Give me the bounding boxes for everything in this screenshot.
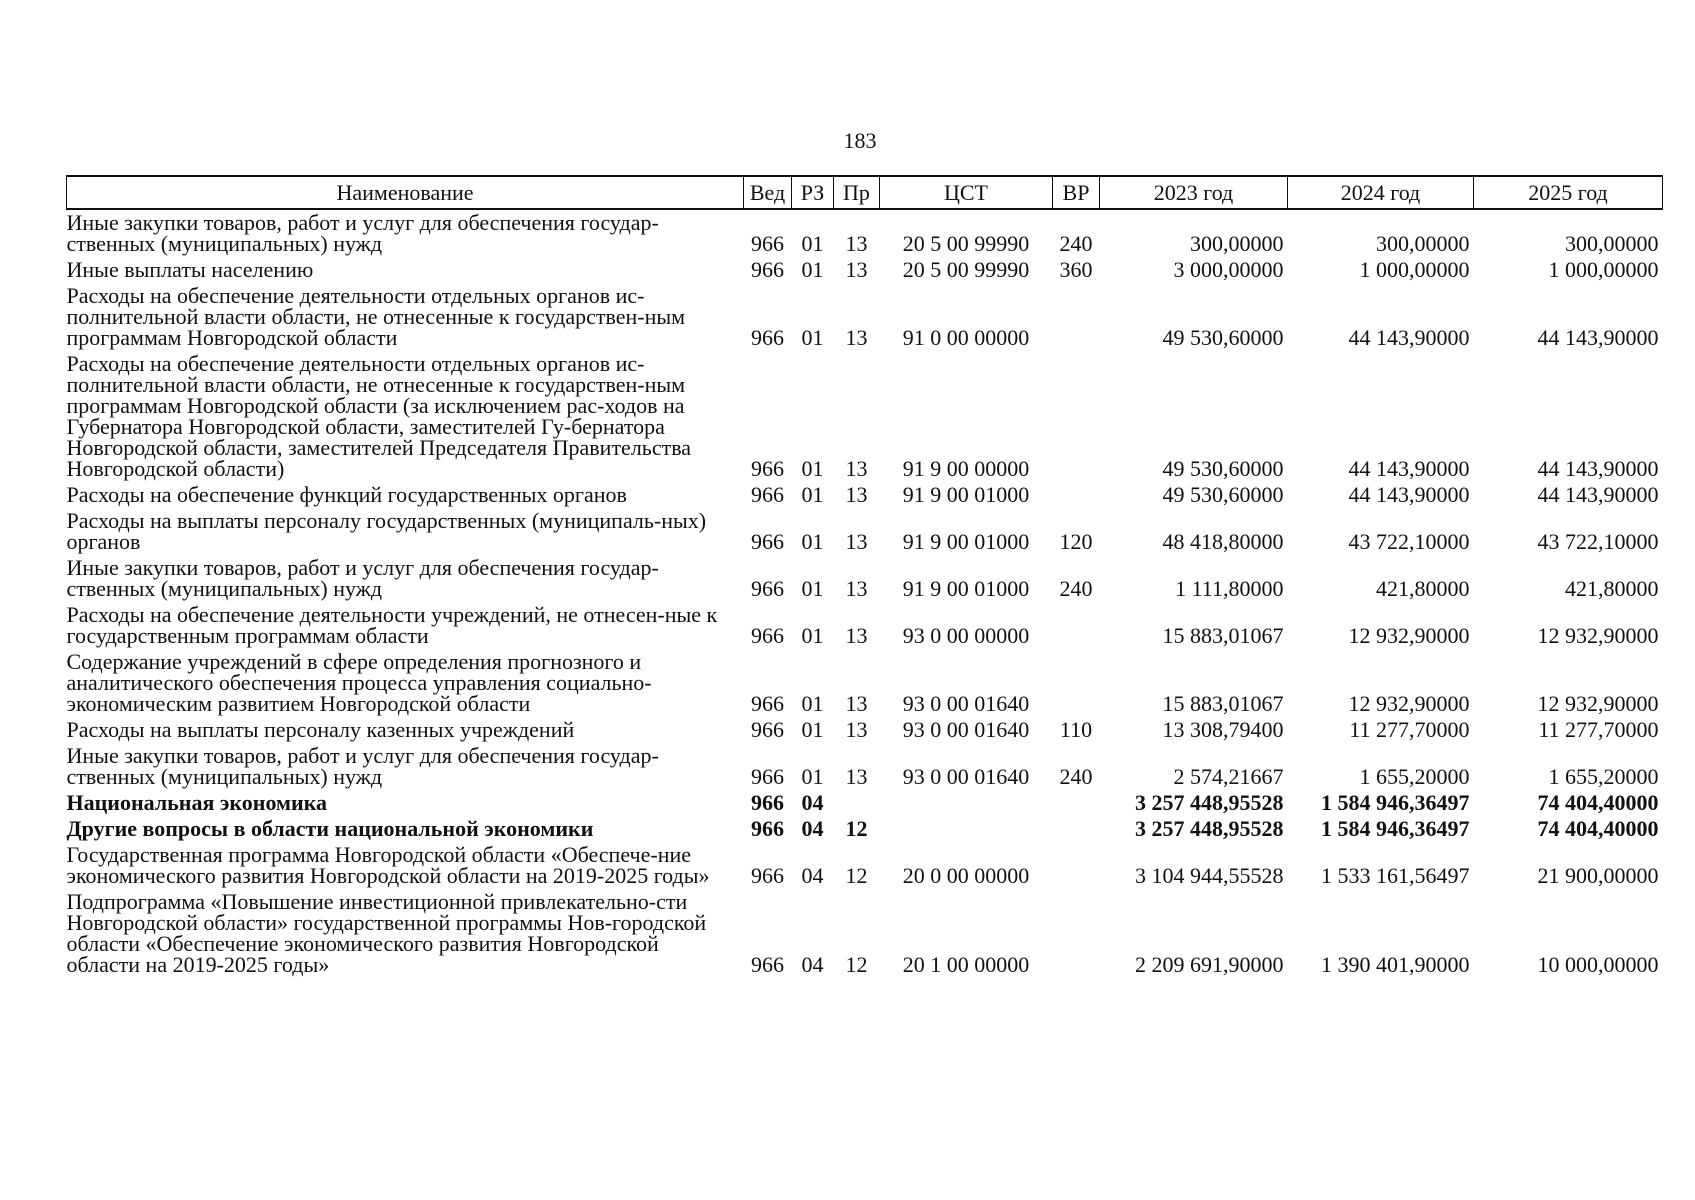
header-ved: Вед (744, 176, 792, 209)
header-2023: 2023 год (1100, 176, 1288, 209)
row-cst: 20 1 00 00000 (902, 952, 1030, 977)
row-vr (1053, 842, 1100, 889)
row-rz: 04 (801, 816, 824, 841)
row-name: Расходы на обеспечение деятельности отдельных органов ис-полнительной власти области, не отнесенные к государствен-ным программам Новгородской области (66, 283, 686, 350)
table-row (67, 649, 1663, 717)
row-cst: 91 0 00 00000 (902, 325, 1030, 350)
budget-table (66, 175, 1663, 978)
row-amount-2025: 74 404,40000 (1537, 816, 1659, 841)
row-amount-2025: 12 932,90000 (1537, 623, 1659, 648)
table-row (67, 842, 1663, 889)
row-amount-2025: 300,00000 (1565, 231, 1659, 256)
row-amount-2025: 44 143,90000 (1537, 456, 1659, 481)
row-rz: 01 (801, 456, 824, 481)
row-amount-2024: 1 390 401,90000 (1321, 952, 1470, 977)
row-amount-2023: 3 257 448,95528 (1135, 790, 1284, 815)
row-rz: 01 (801, 325, 824, 350)
row-amount-2023: 3 257 448,95528 (1135, 816, 1284, 841)
row-name: Расходы на обеспечение деятельности отдельных органов ис-полнительной власти области, не отнесенные к государствен-ным программам Новгородской области (за исключением рас-ходов на Губернатора Новгородской области, заместителей Гу-бернатора Новгородской области, заместителей Председателя Правительства Новгородской области) (66, 351, 692, 481)
row-rz: 01 (801, 529, 824, 554)
table-row (67, 555, 1663, 602)
row-pr: 12 (845, 863, 868, 888)
table-row (67, 351, 1663, 482)
row-amount-2024: 43 722,10000 (1348, 529, 1470, 554)
row-name: Иные закупки товаров, работ и услуг для обеспечения государ-ственных (муниципальных) нужд (66, 743, 659, 789)
row-vr: 360 (1059, 257, 1093, 282)
table-row (67, 790, 1663, 816)
row-cst: 93 0 00 00000 (902, 623, 1030, 648)
row-amount-2025: 44 143,90000 (1537, 482, 1659, 507)
row-amount-2023: 300,00000 (1190, 231, 1284, 256)
row-name: Расходы на выплаты персоналу государственных (муниципаль-ных) органов (66, 508, 707, 554)
row-ved: 966 (751, 717, 784, 742)
table-row (67, 257, 1663, 283)
row-amount-2023: 49 530,60000 (1162, 456, 1284, 481)
row-cst: 20 5 00 99990 (902, 231, 1030, 256)
budget-table-container (66, 175, 1662, 978)
row-ved: 966 (751, 863, 784, 888)
row-pr: 12 (845, 816, 868, 841)
header-pr: Пр (834, 176, 880, 209)
row-name: Иные закупки товаров, работ и услуг для обеспечения государ-ственных (муниципальных) нужд (66, 555, 659, 601)
row-name: Содержание учреждений в сфере определения прогнозного и аналитического обеспечения процесса управления социально-экономическим развитием Новгородской области (66, 649, 652, 716)
row-rz: 01 (801, 623, 824, 648)
row-name: Другие вопросы в области национальной экономики (66, 816, 594, 841)
row-cst: 91 9 00 01000 (902, 529, 1030, 554)
row-amount-2024: 12 932,90000 (1348, 623, 1470, 648)
table-row (67, 743, 1663, 790)
table-row (67, 816, 1663, 842)
row-amount-2023: 15 883,01067 (1162, 623, 1284, 648)
row-amount-2023: 48 418,80000 (1162, 529, 1284, 554)
row-name: Иные закупки товаров, работ и услуг для обеспечения государ-ственных (муниципальных) нужд (66, 210, 659, 256)
row-vr (1053, 889, 1100, 978)
table-row (67, 717, 1663, 743)
row-vr (1053, 283, 1100, 351)
row-amount-2025: 1 655,20000 (1548, 764, 1659, 789)
row-rz: 01 (801, 231, 824, 256)
row-name: Подпрограмма «Повышение инвестиционной привлекательно-сти Новгородской области» государственной программы Нов-городской области «Обеспечение экономического развития Новгородской области на 2019-2025 годы» (66, 889, 707, 977)
row-vr (1053, 482, 1100, 508)
row-rz: 01 (801, 764, 824, 789)
row-amount-2024: 11 277,70000 (1349, 717, 1470, 742)
row-rz: 04 (801, 863, 824, 888)
page-number: 183 (843, 128, 877, 153)
row-name: Государственная программа Новгородской области «Обеспече-ние экономического развития Новгородской области на 2019-2025 годы» (66, 842, 710, 888)
row-amount-2024: 1 000,00000 (1359, 257, 1470, 282)
table-row (67, 482, 1663, 508)
row-vr (1053, 649, 1100, 717)
table-row (67, 602, 1663, 649)
row-ved: 966 (751, 764, 784, 789)
row-amount-2025: 1 000,00000 (1548, 257, 1659, 282)
row-name: Расходы на выплаты персоналу казенных учреждений (66, 717, 575, 742)
row-vr: 110 (1059, 717, 1093, 742)
row-pr: 13 (845, 764, 868, 789)
row-vr: 240 (1059, 576, 1093, 601)
header-name: Наименование (67, 176, 744, 209)
row-amount-2024: 1 655,20000 (1359, 764, 1470, 789)
table-row (67, 209, 1663, 257)
row-cst: 93 0 00 01640 (902, 764, 1030, 789)
row-cst: 93 0 00 01640 (902, 717, 1030, 742)
row-ved: 966 (751, 529, 784, 554)
row-cst: 91 9 00 01000 (902, 576, 1030, 601)
row-amount-2024: 421,80000 (1376, 576, 1470, 601)
row-vr: 120 (1059, 529, 1093, 554)
row-rz: 04 (801, 790, 824, 815)
table-row (67, 508, 1663, 555)
row-amount-2023: 2 574,21667 (1173, 764, 1284, 789)
row-vr (1053, 602, 1100, 649)
row-vr (1053, 351, 1100, 482)
header-2025: 2025 год (1474, 176, 1663, 209)
row-amount-2025: 21 900,00000 (1537, 863, 1659, 888)
row-amount-2023: 49 530,60000 (1162, 325, 1284, 350)
row-name: Иные выплаты населению (66, 257, 314, 282)
row-cst: 91 9 00 01000 (902, 482, 1030, 507)
row-amount-2023: 3 000,00000 (1173, 257, 1284, 282)
row-ved: 966 (751, 482, 784, 507)
row-amount-2025: 12 932,90000 (1537, 691, 1659, 716)
row-amount-2025: 44 143,90000 (1537, 325, 1659, 350)
row-vr (1053, 816, 1100, 842)
header-cst: ЦСТ (880, 176, 1053, 209)
row-ved: 966 (751, 325, 784, 350)
row-name: Расходы на обеспечение деятельности учреждений, не отнесен-ные к государственным программам области (66, 602, 718, 648)
row-ved: 966 (751, 623, 784, 648)
row-ved: 966 (751, 952, 784, 977)
row-vr (1053, 790, 1100, 816)
row-pr: 12 (845, 952, 868, 977)
header-rz: РЗ (792, 176, 834, 209)
row-pr: 13 (845, 623, 868, 648)
row-amount-2024: 12 932,90000 (1348, 691, 1470, 716)
row-amount-2024: 1 584 946,36497 (1321, 790, 1470, 815)
row-rz: 01 (801, 576, 824, 601)
row-pr: 13 (845, 325, 868, 350)
row-amount-2024: 44 143,90000 (1348, 482, 1470, 507)
row-amount-2023: 49 530,60000 (1162, 482, 1284, 507)
row-amount-2025: 74 404,40000 (1537, 790, 1659, 815)
row-pr: 13 (845, 456, 868, 481)
row-amount-2023: 2 209 691,90000 (1135, 952, 1284, 977)
row-cst (880, 790, 1053, 816)
row-rz: 01 (801, 717, 824, 742)
table-row (67, 283, 1663, 351)
row-amount-2023: 13 308,79400 (1162, 717, 1284, 742)
header-2024: 2024 год (1288, 176, 1474, 209)
header-row (67, 176, 1663, 209)
row-ved: 966 (751, 691, 784, 716)
row-vr: 240 (1059, 231, 1093, 256)
row-amount-2024: 300,00000 (1376, 231, 1470, 256)
row-rz: 04 (801, 952, 824, 977)
row-amount-2024: 1 533 161,56497 (1321, 863, 1470, 888)
row-rz: 01 (801, 482, 824, 507)
row-amount-2024: 1 584 946,36497 (1321, 816, 1470, 841)
row-name: Расходы на обеспечение функций государственных органов (66, 482, 627, 507)
row-cst: 93 0 00 01640 (902, 691, 1030, 716)
row-ved: 966 (751, 231, 784, 256)
row-pr: 13 (845, 482, 868, 507)
row-amount-2025: 43 722,10000 (1537, 529, 1659, 554)
row-rz: 01 (801, 257, 824, 282)
row-pr: 13 (845, 529, 868, 554)
row-cst: 91 9 00 00000 (902, 456, 1030, 481)
row-rz: 01 (801, 691, 824, 716)
row-cst: 20 5 00 99990 (902, 257, 1030, 282)
row-cst: 20 0 00 00000 (902, 863, 1030, 888)
table-header (67, 176, 1663, 209)
row-pr: 13 (845, 717, 868, 742)
row-amount-2023: 3 104 944,55528 (1135, 863, 1284, 888)
row-pr: 13 (845, 231, 868, 256)
row-amount-2023: 15 883,01067 (1162, 691, 1284, 716)
row-pr: 13 (845, 576, 868, 601)
table-body (67, 209, 1663, 978)
header-vr: ВР (1053, 176, 1100, 209)
row-amount-2025: 10 000,00000 (1537, 952, 1659, 977)
row-ved: 966 (751, 816, 784, 841)
row-pr: 13 (845, 257, 868, 282)
row-amount-2025: 421,80000 (1565, 576, 1659, 601)
row-pr (834, 790, 880, 816)
row-cst (880, 816, 1053, 842)
row-amount-2024: 44 143,90000 (1348, 325, 1470, 350)
row-vr: 240 (1059, 764, 1093, 789)
row-ved: 966 (751, 576, 784, 601)
row-name: Национальная экономика (66, 790, 328, 815)
row-amount-2023: 1 111,80000 (1175, 576, 1284, 601)
row-ved: 966 (751, 790, 784, 815)
row-amount-2024: 44 143,90000 (1348, 456, 1470, 481)
table-row (67, 889, 1663, 978)
row-ved: 966 (751, 257, 784, 282)
row-pr: 13 (845, 691, 868, 716)
row-ved: 966 (751, 456, 784, 481)
row-amount-2025: 11 277,70000 (1538, 717, 1659, 742)
